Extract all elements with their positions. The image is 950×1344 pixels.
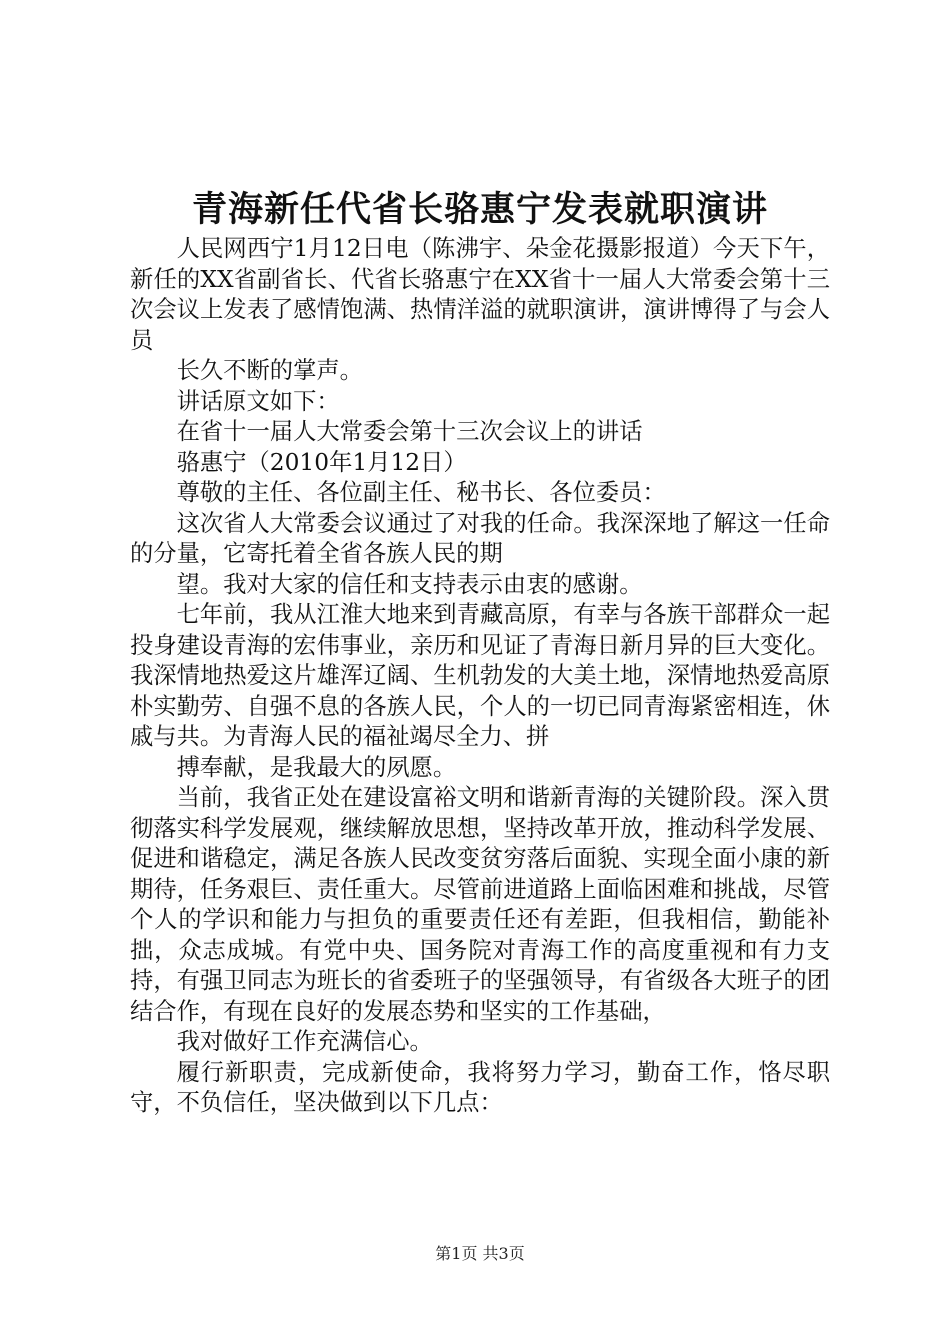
paragraph-9: 七年前，我从江淮大地来到青藏高原，有幸与各族干部群众一起投身建设青海的宏伟事业，亲历和见证了青海日新月异的巨大变化。我深情地热爱这片雄浑辽阔、生机勃发的大美土地，深情地热爱高原朴实勤劳、自强不息的各族人民，个人的一切已同青海紧密相连，休戚与共。为青海人民的福祉竭尽全力、拼 xyxy=(130,601,830,750)
document-title: 青海新任代省长骆惠宁发表就职演讲 xyxy=(191,189,768,230)
paragraph-3: 讲话原文如下： xyxy=(176,387,340,415)
paragraph-13: 履行新职责，完成新使命，我将努力学习，勤奋工作，恪尽职守，不负信任，坚决做到以下几点： xyxy=(130,1058,830,1116)
paragraph-12: 我对做好工作充满信心。 xyxy=(176,1028,433,1055)
paragraph-6: 尊敬的主任、各位副主任、秘书长、各位委员： xyxy=(176,479,666,506)
paragraph-5: 骆惠宁（2010年1月12日） xyxy=(176,448,467,476)
paragraph-1: 人民网西宁1月12日电（陈沸宇、朵金花摄影报道）今天下午，新任的XX省副省长、代省长骆惠宁在XX省十一届人大常委会第十三次会议上发表了感情饱满、热情洋溢的就职演讲，演讲博得了与会人员 xyxy=(130,235,830,354)
paragraph-2: 长久不断的掌声。 xyxy=(176,357,363,384)
document-body xyxy=(130,234,830,1119)
paragraph-7: 这次省人大常委会议通过了对我的任命。我深深地了解这一任命的分量，它寄托着全省各族人民的期 xyxy=(130,509,830,567)
paragraph-10: 搏奉献，是我最大的夙愿。 xyxy=(176,753,457,781)
paragraph-4: 在省十一届人大常委会第十三次会议上的讲话 xyxy=(176,418,643,445)
page-number-footer: 第1页 共3页 xyxy=(435,1244,525,1263)
paragraph-11: 当前，我省正处在建设富裕文明和谐新青海的关键阶段。深入贯彻落实科学发展观，继续解放思想，坚持改革开放，推动科学发展、促进和谐稳定，满足各族人民改变贫穷落后面貌、实现全面小康的新期待，任务艰巨、责任重大。尽管前进道路上面临困难和挑战，尽管个人的学识和能力与担负的重要责任还有差距，但我相信，勤能补拙，众志成城。有党中央、国务院对青海工作的高度重视和有力支持，有强卫同志为班长的省委班子的坚强领导，有省级各大班子的团结合作，有现在良好的发展态势和坚实的工作基础， xyxy=(130,784,830,1025)
paragraph-8: 望。我对大家的信任和支持表示由衷的感谢。 xyxy=(176,570,643,598)
document-page xyxy=(130,0,830,1344)
